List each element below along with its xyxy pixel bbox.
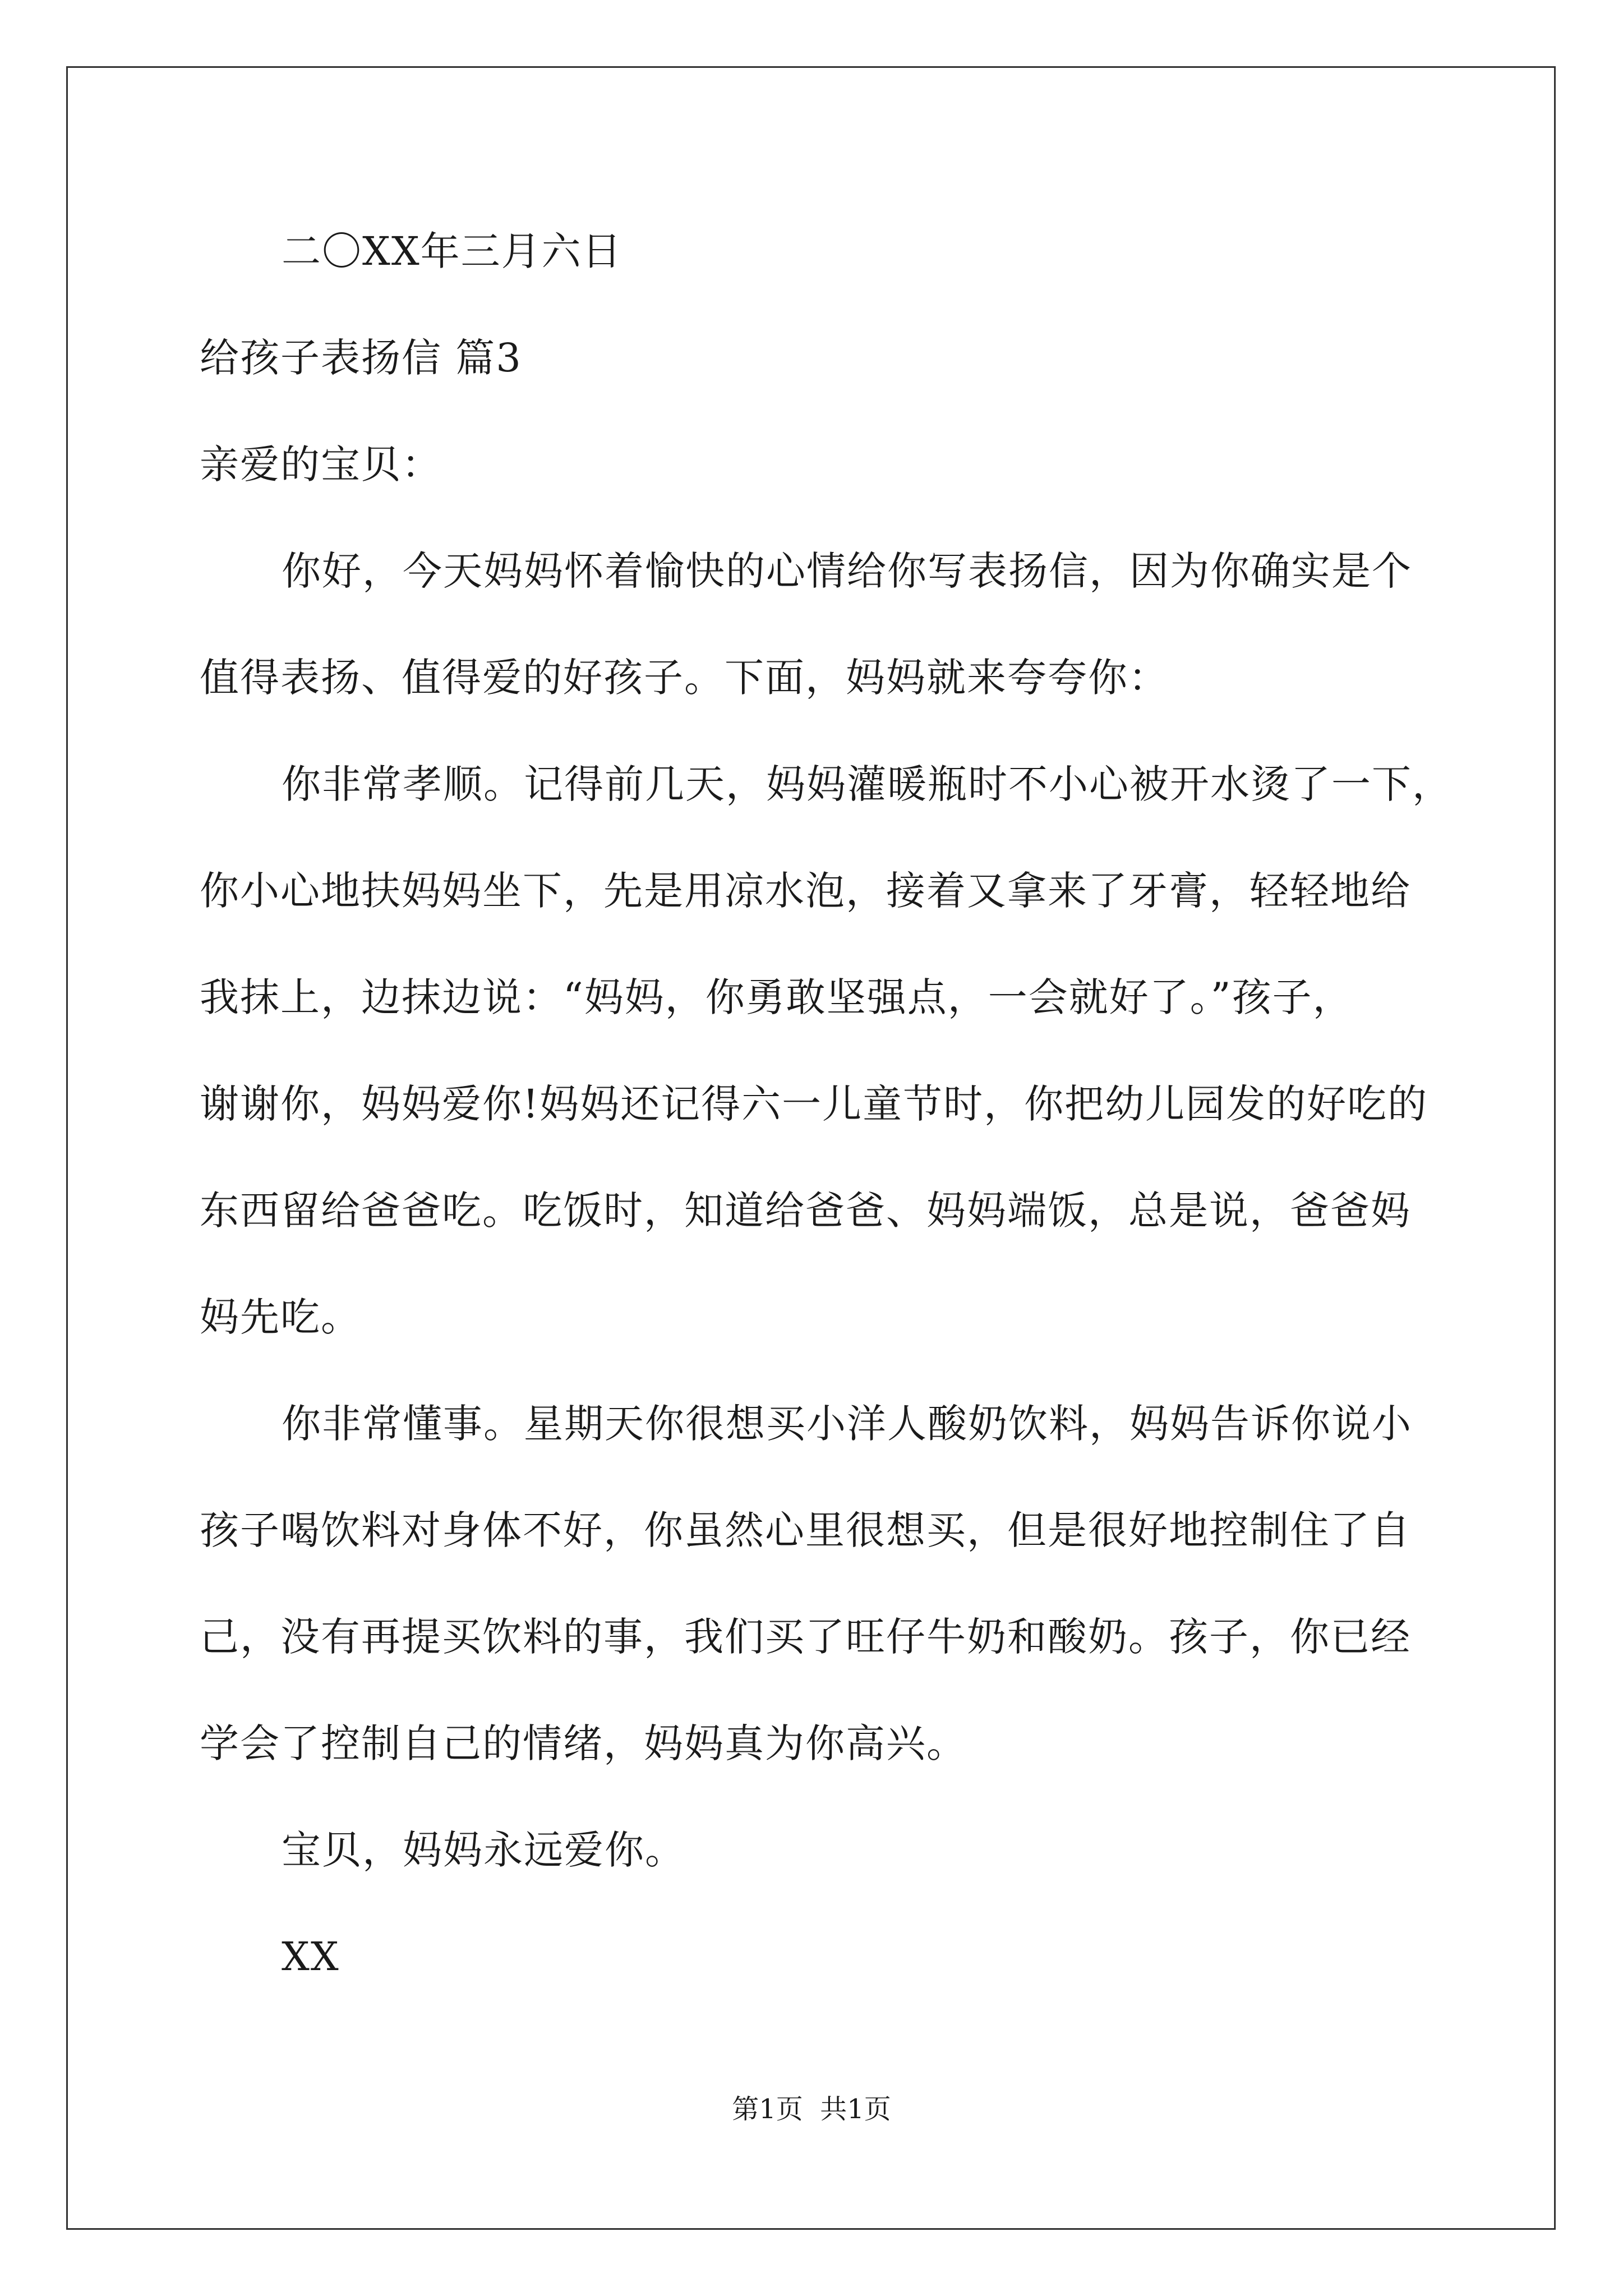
body-line-6: 谢谢你，妈妈爱你!妈妈还记得六一儿童节时，你把幼儿园发的好吃的 xyxy=(200,1081,1428,1127)
body-line-4: 你小心地扶妈妈坐下，先是用凉水泡，接着又拿来了牙膏，轻轻地给 xyxy=(200,868,1411,914)
body-line-10: 孩子喝饮料对身体不好，你虽然心里很想买，但是很好地控制住了自 xyxy=(200,1507,1411,1553)
body-line-3: 你非常孝顺。记得前几天，妈妈灌暖瓶时不小心被开水烫了一下， xyxy=(282,761,1453,807)
signature: XX xyxy=(282,1934,340,1980)
salutation: 亲爱的宝贝： xyxy=(200,441,442,487)
date-line: 二〇XX年三月六日 xyxy=(282,228,623,274)
letter-title: 给孩子表扬信 篇3 xyxy=(200,335,522,381)
body-line-12: 学会了控制自己的情绪，妈妈真为你高兴。 xyxy=(200,1720,967,1766)
body-line-5: 我抹上，边抹边说：“妈妈，你勇敢坚强点，一会就好了。”孩子， xyxy=(200,974,1353,1020)
page-border xyxy=(66,66,1556,2230)
body-line-13: 宝贝，妈妈永远爱你。 xyxy=(282,1827,685,1873)
body-line-1: 你好，今天妈妈怀着愉快的心情给你写表扬信，因为你确实是个 xyxy=(282,548,1412,594)
page-footer: 第1页 共1页 xyxy=(732,2093,891,2125)
body-line-11: 己，没有再提买饮料的事，我们买了旺仔牛奶和酸奶。孩子，你已经 xyxy=(200,1614,1411,1660)
body-line-2: 值得表扬、值得爱的好孩子。下面，妈妈就来夸夸你： xyxy=(200,655,1169,701)
body-line-8: 妈先吃。 xyxy=(200,1294,361,1340)
body-line-9: 你非常懂事。星期天你很想买小洋人酸奶饮料，妈妈告诉你说小 xyxy=(282,1401,1412,1447)
body-line-7: 东西留给爸爸吃。吃饭时，知道给爸爸、妈妈端饭，总是说，爸爸妈 xyxy=(200,1188,1411,1234)
